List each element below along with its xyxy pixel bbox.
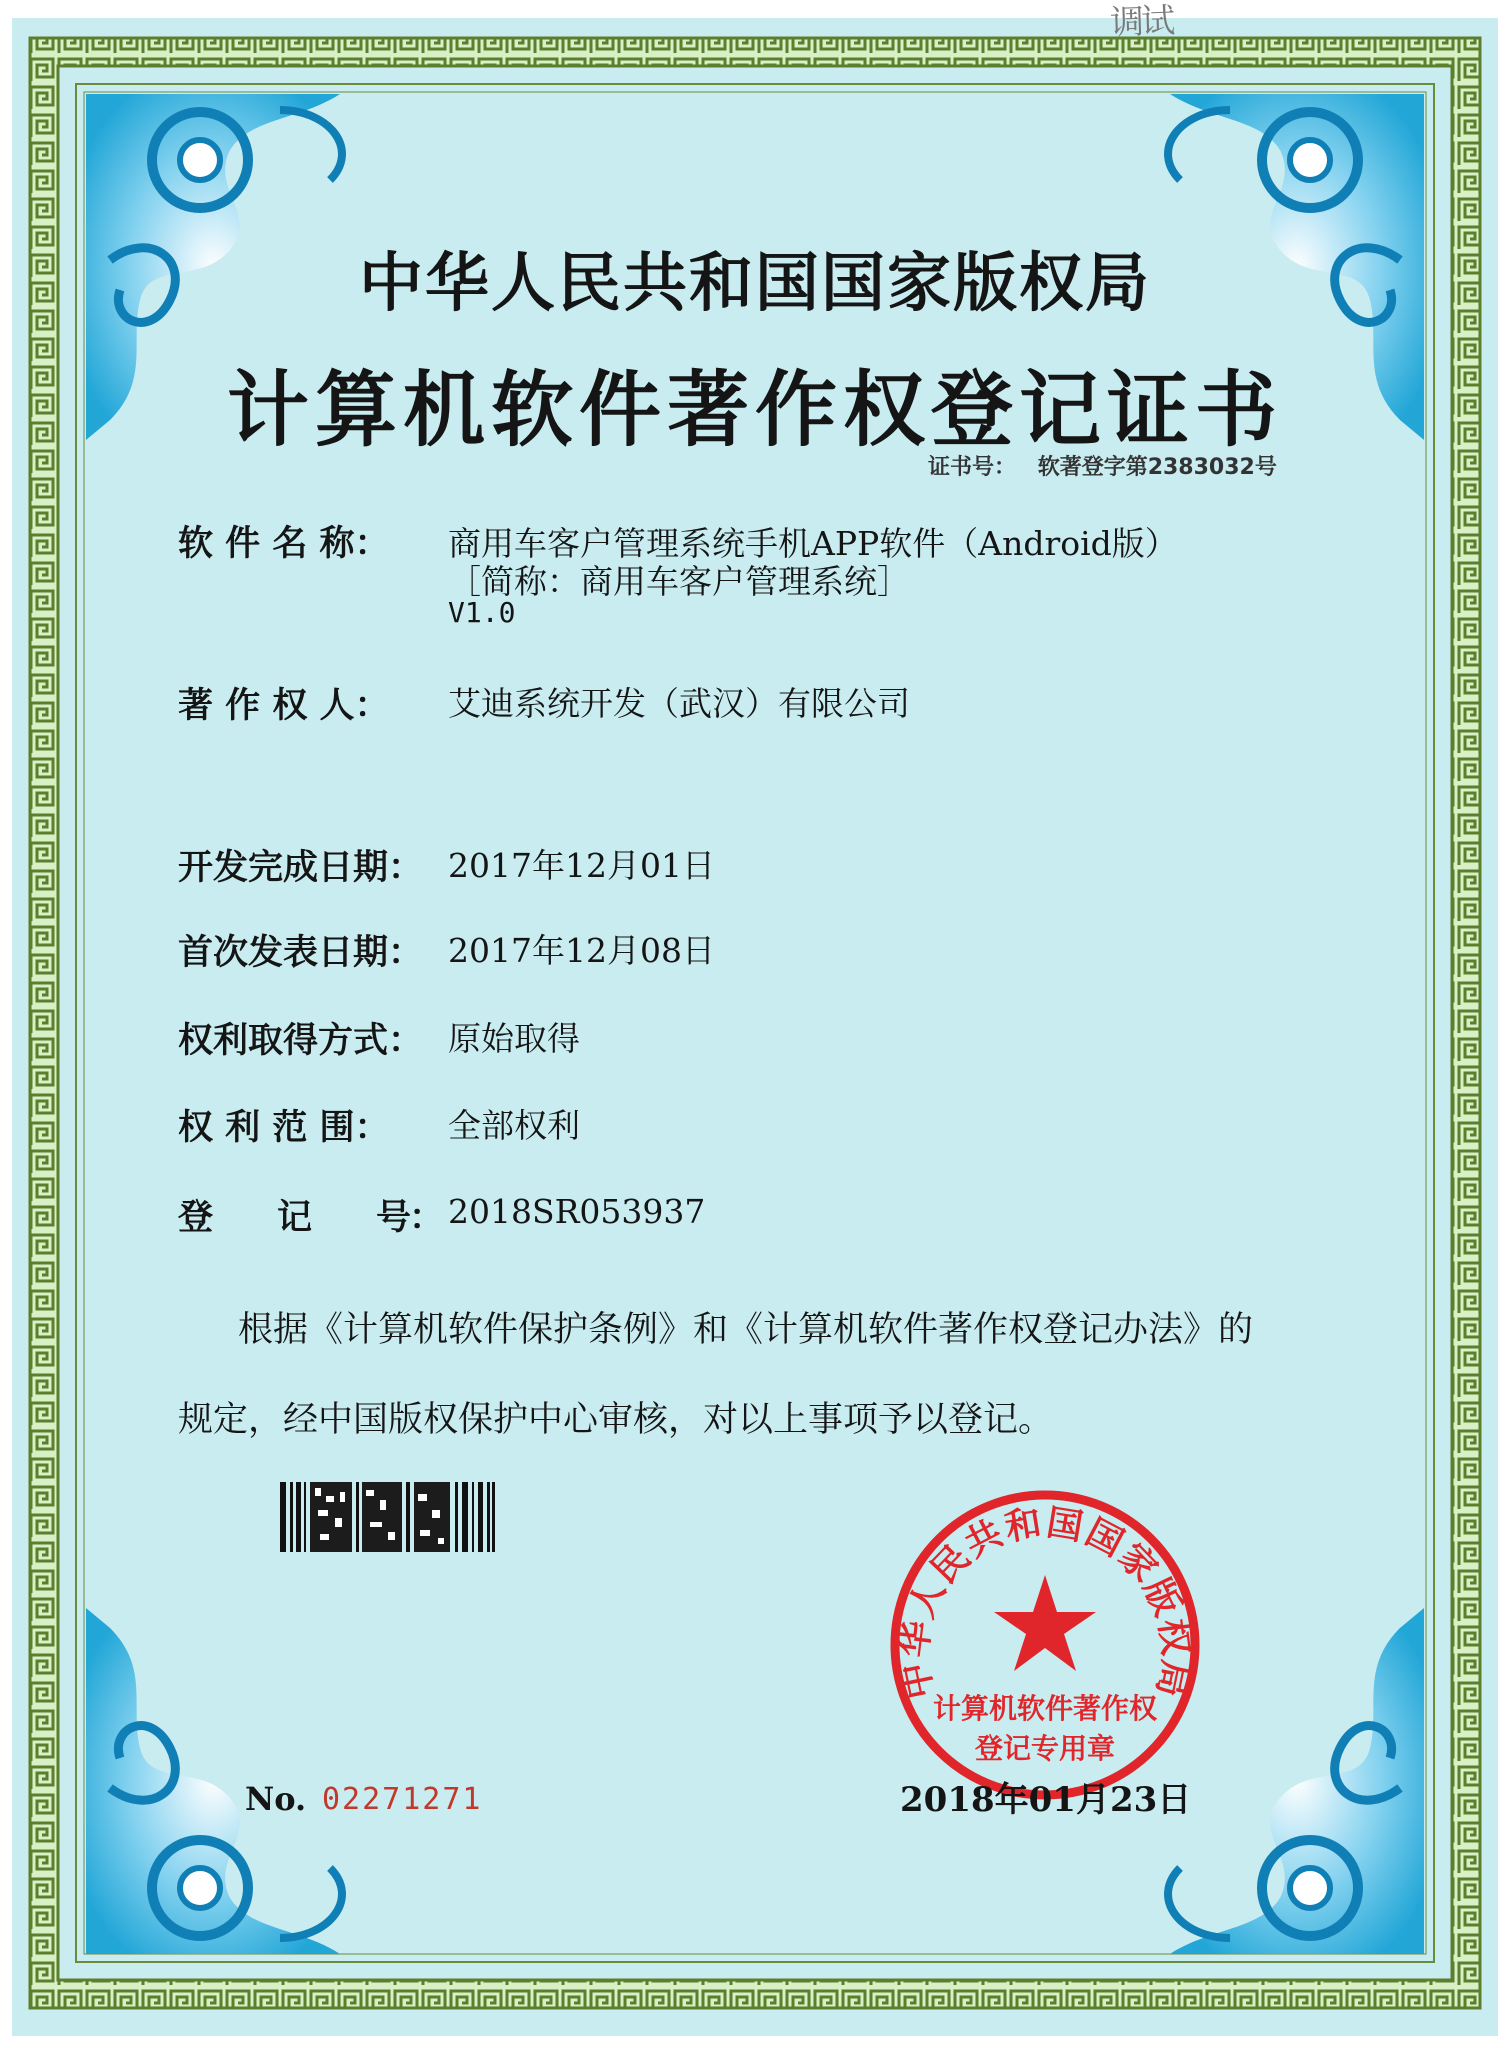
publish-date-value: 2017年12月08日 bbox=[448, 931, 715, 970]
issue-date: 2018年01月23日 bbox=[900, 1780, 1192, 1820]
svg-text:计算机软件著作权: 计算机软件著作权 bbox=[932, 1692, 1158, 1725]
svg-text:中华人民共和国国家版权局: 中华人民共和国国家版权局 bbox=[893, 1502, 1197, 1703]
serial-number-label: No. bbox=[245, 1780, 307, 1818]
official-seal bbox=[880, 1480, 1210, 1810]
publish-date-label: 首次发表日期： bbox=[178, 932, 424, 973]
scope-value: 全部权利 bbox=[448, 1106, 580, 1145]
owner-value: 艾迪系统开发（武汉）有限公司 bbox=[448, 684, 910, 723]
acquisition-value: 原始取得 bbox=[448, 1019, 580, 1058]
serial-number-value: 02271271 bbox=[322, 1782, 483, 1817]
software-name-line2: ［简称：商用车客户管理系统］ bbox=[448, 562, 910, 601]
barcode-image bbox=[280, 1482, 495, 1552]
statement-line1: 根据《计算机软件保护条例》和《计算机软件著作权登记办法》的 bbox=[238, 1310, 1254, 1350]
certificate-number bbox=[928, 450, 1277, 481]
svg-text:登记专用章: 登记专用章 bbox=[974, 1732, 1116, 1765]
reg-number-value: 2018SR053937 bbox=[448, 1192, 706, 1231]
handwritten-note: 调试 bbox=[1109, 0, 1173, 44]
statement-line2: 规定，经中国版权保护中心审核，对以上事项予以登记。 bbox=[178, 1400, 1054, 1440]
owner-label: 著 作 权 人： bbox=[178, 685, 390, 726]
certificate-number-value: 软著登字第2383032号 bbox=[1037, 455, 1277, 480]
certificate-title: 计算机软件著作权登记证书 bbox=[226, 363, 1283, 458]
software-version: V1.0 bbox=[448, 596, 516, 629]
completion-date-label: 开发完成日期： bbox=[178, 847, 424, 888]
software-name-line1: 商用车客户管理系统手机APP软件（Android版） bbox=[448, 524, 1178, 563]
scope-label: 权 利 范 围： bbox=[178, 1107, 390, 1148]
star-icon bbox=[994, 1575, 1096, 1671]
acquisition-label: 权利取得方式： bbox=[178, 1020, 424, 1061]
software-name-label: 软 件 名 称： bbox=[178, 523, 390, 564]
completion-date-value: 2017年12月01日 bbox=[448, 846, 715, 885]
certificate-number-label: 证书号： bbox=[928, 455, 1017, 480]
issuer-heading: 中华人民共和国国家版权局 bbox=[359, 247, 1151, 321]
reg-number-label: 登 记 号： bbox=[178, 1197, 443, 1238]
